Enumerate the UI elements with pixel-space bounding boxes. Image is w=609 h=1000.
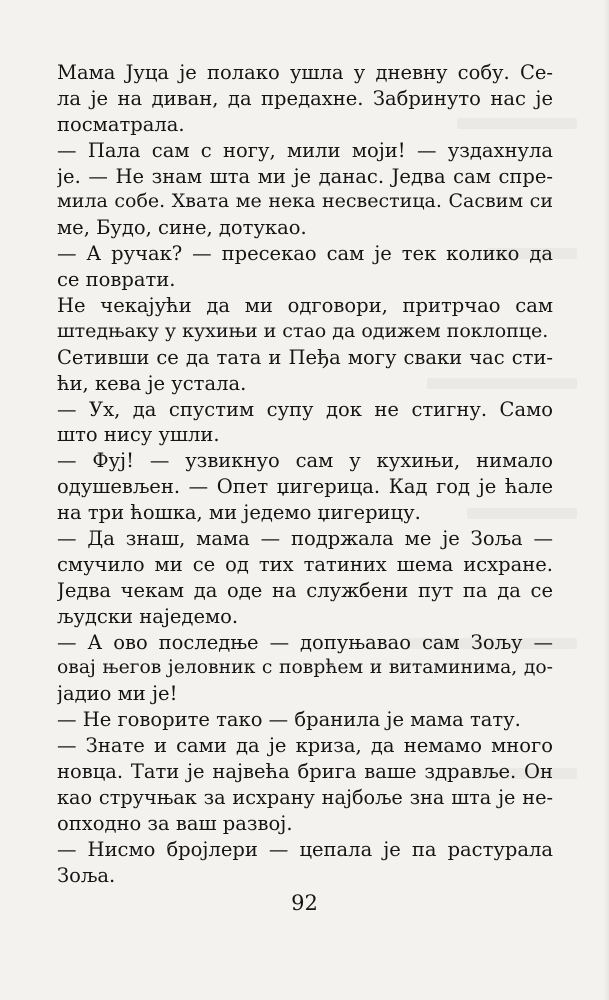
text-line: ме, Будо, сине, дотукао. <box>57 216 307 240</box>
text-line: — Пала сам с ногу, мили моји! — уздахнула <box>57 138 553 162</box>
page-edge-shadow <box>603 0 609 1000</box>
text-line: новца. Тати је највећа брига ваше здравље. Он <box>57 760 553 784</box>
text-line: — Ух, да спустим супу док не стигну. Само <box>57 397 553 421</box>
body-text <box>57 60 553 889</box>
text-line: Мама Јуца је полако ушла у дневну собу. Се- <box>57 61 553 84</box>
text-line: ла је на диван, да предахне. Забринуто нас је <box>57 86 553 110</box>
text-line: посматрала. <box>57 112 185 136</box>
text-line: људски наједемо. <box>57 604 239 628</box>
text-line: Не чекајући да ми одговори, притрчао сам <box>57 294 553 318</box>
text-line: се поврати. <box>57 268 176 292</box>
page-number: 92 <box>291 891 318 915</box>
text-line: овај његов јеловник с поврћем и витаминима, до- <box>57 657 553 679</box>
text-line: Сетивши се да тата и Пеђа могу сваки час сти- <box>57 345 553 369</box>
text-line: — А ово последње — допуњавао сам Зољу — <box>57 630 553 654</box>
text-line: јадио ми је! <box>57 682 178 706</box>
text-line: опходно за ваш развој. <box>57 811 293 835</box>
text-line: — Фуј! — узвикнуо сам у кухињи, нимало <box>57 449 553 473</box>
text-line: ћи, кева је устала. <box>57 371 247 395</box>
text-line: као стручњак за исхрану најбоље зна шта је не- <box>57 785 553 809</box>
text-line: — Знате и сами да је криза, да немамо много <box>57 734 553 758</box>
text-line: мила собе. Хвата ме нека несвестица. Сасвим си <box>57 190 553 213</box>
text-line: — Да знаш, мама — подржала ме је Зоља — <box>57 527 553 551</box>
text-line: — Нисмо бројлери — цепала је па растурала <box>57 837 553 861</box>
text-line: је. — Не знам шта ми је данас. Једва сам спре- <box>57 164 553 188</box>
text-line: штедњаку у кухињи и стао да одижем поклопце. <box>57 319 549 342</box>
text-line: смучило ми се од тих татиних шема исхране. <box>57 552 553 576</box>
text-line: Једва чекам да оде на службени пут па да се <box>57 578 553 602</box>
text-line: на три ћошка, ми једемо џигерицу. <box>57 501 421 525</box>
text-line: — А ручак? — пресекао сам је тек колико да <box>57 242 553 266</box>
text-line: Зоља. <box>57 863 116 887</box>
text-line: што нису ушли. <box>57 423 220 447</box>
text-line: — Не говорите тако — бранила је мама тату. <box>57 708 521 732</box>
text-line: одушевљен. — Опет џигерица. Кад год је ћале <box>57 475 553 499</box>
